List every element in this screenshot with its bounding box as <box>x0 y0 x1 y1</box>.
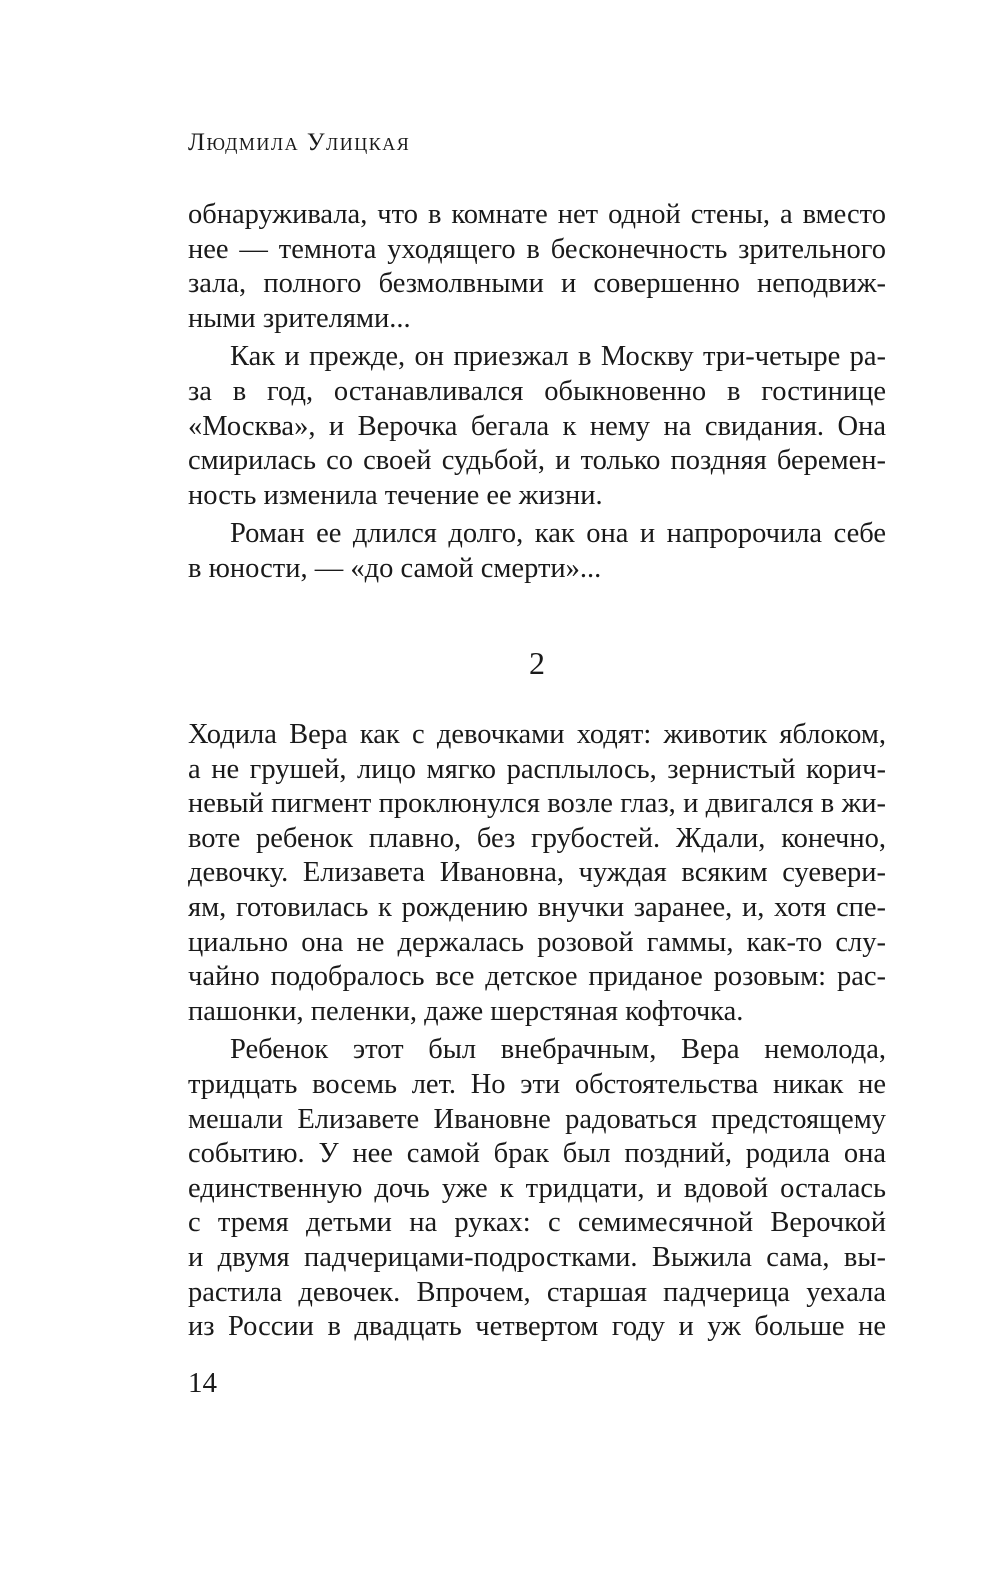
text-line: растила девочек. Впрочем, старшая падчерица уехала <box>188 1276 886 1308</box>
text-line: обнаруживала, что в комнате нет одной стены, а вместо <box>188 199 886 230</box>
text-line: Роман ее длился долго, как она и напророчила себе <box>230 518 886 550</box>
text-line: из России в двадцать четвертом году и уж больше не <box>188 1311 886 1343</box>
text-line: воте ребенок плавно, без грубостей. Ждали, конечно, <box>188 822 886 854</box>
text-line: Ребенок этот был внебрачным, Вера немолода, <box>230 1034 886 1066</box>
text-line: тридцать восемь лет. Но эти обстоятельства никак не <box>188 1068 886 1100</box>
text-line: ность изменила течение ее жизни. <box>188 479 603 511</box>
paragraph <box>188 340 886 513</box>
running-head: Людмила Улицкая <box>188 129 411 156</box>
text-line: и двумя падчерицами-подростками. Выжила сама, вы- <box>188 1241 886 1273</box>
text-line: Как и прежде, он приезжал в Москву три-четыре ра- <box>230 341 886 373</box>
text-line: ными зрителями... <box>188 302 411 334</box>
paragraph <box>188 517 886 586</box>
paragraph <box>188 1033 886 1344</box>
text-line: «Москва», и Верочка бегала к нему на свидания. Она <box>188 410 886 442</box>
text-line: невый пигмент проклюнулся возле глаз, и двигался в жи- <box>188 788 886 820</box>
text-line: ям, готовилась к рождению внучки заранее, и, хотя спе- <box>188 891 886 923</box>
text-line: смирилась со своей судьбой, и только поздняя беремен- <box>188 445 886 477</box>
paragraph <box>188 198 886 336</box>
text-line: событию. У нее самой брак был поздний, родила она <box>188 1138 886 1170</box>
text-line: чайно подобралось все детское приданое розовым: рас- <box>188 961 886 993</box>
text-line: зала, полного безмолвными и совершенно неподвиж- <box>188 268 886 300</box>
text-line: девочку. Елизавета Ивановна, чуждая всяким суевери- <box>188 857 886 889</box>
text-line: нее — темнота уходящего в бесконечность зрительного <box>188 233 886 265</box>
text-section-1 <box>188 198 886 587</box>
text-line: а не грушей, лицо мягко расплылось, зернистый корич- <box>188 753 886 785</box>
text-line: с тремя детьми на руках: с семимесячной Верочкой <box>188 1207 886 1239</box>
text-line: Ходила Вера как с девочками ходят: животик яблоком, <box>188 719 886 750</box>
paragraph <box>188 718 886 1029</box>
text-line: в юности, — «до самой смерти»... <box>188 552 602 584</box>
text-section-2 <box>188 718 886 1345</box>
text-line: за в год, останавливался обыкновенно в гостинице <box>188 375 886 407</box>
chapter-number: 2 <box>529 645 545 681</box>
text-line: единственную дочь уже к тридцати, и вдовой осталась <box>188 1172 886 1204</box>
text-line: пашонки, пеленки, даже шерстяная кофточка. <box>188 995 744 1027</box>
page-number: 14 <box>188 1367 217 1399</box>
text-line: циально она не держалась розовой гаммы, как-то слу- <box>188 926 886 958</box>
text-line: мешали Елизавете Ивановне радоваться предстоящему <box>188 1103 886 1135</box>
